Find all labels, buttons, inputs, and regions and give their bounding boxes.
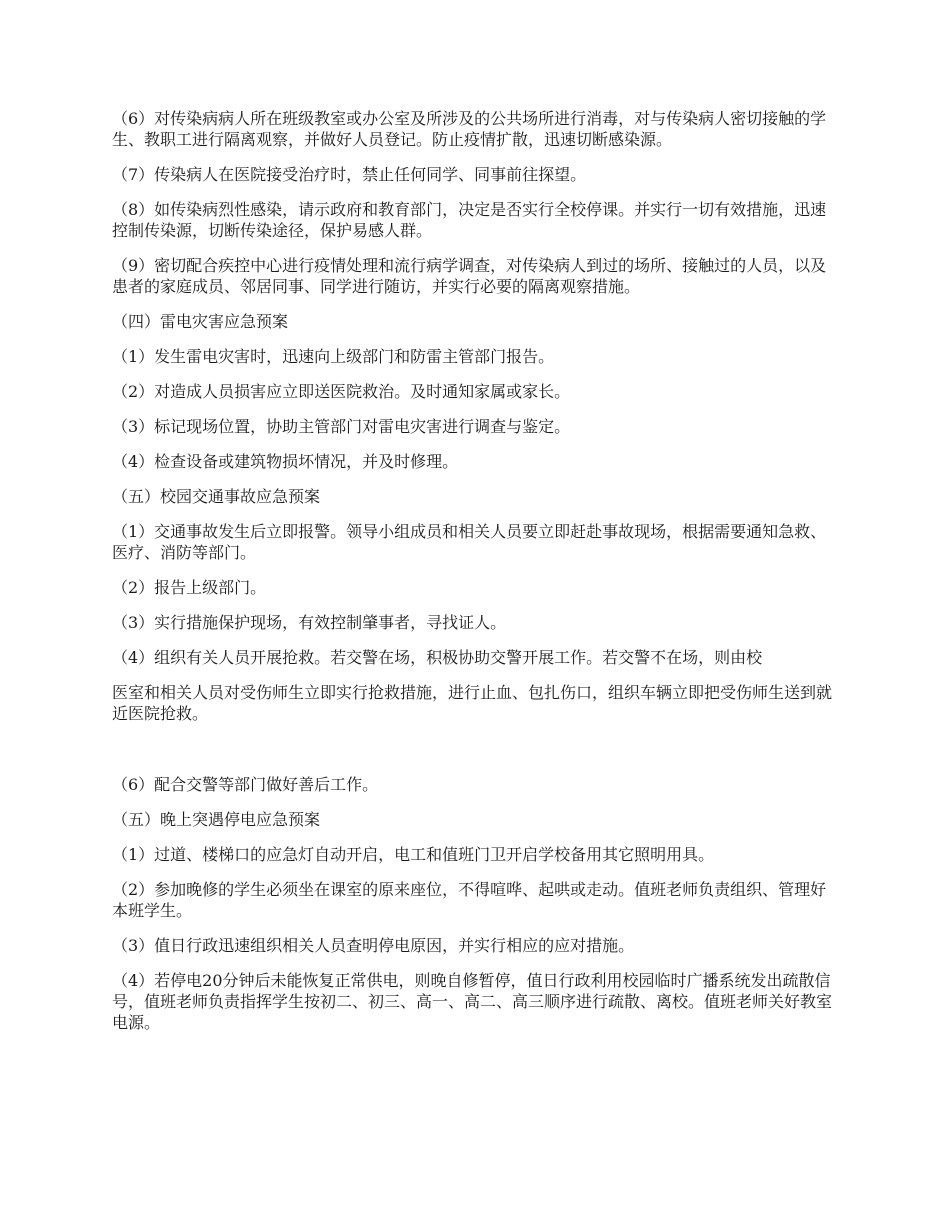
paragraph-infectious-8: （8）如传染病烈性感染，请示政府和教育部门，决定是否实行全校停课。并实行一切有效措施，迅速控制传染源，切断传染途径，保护易感人群。 xyxy=(112,200,827,240)
paragraph-traffic-6: （6）配合交警等部门做好善后工作。 xyxy=(112,775,379,794)
paragraph-outage-1: （1）过道、楼梯口的应急灯自动开启，电工和值班门卫开启学校备用其它照明用具。 xyxy=(112,845,715,864)
paragraph-lightning-1: （1）发生雷电灾害时，迅速向上级部门和防雷主管部门报告。 xyxy=(112,347,555,366)
paragraph-infectious-6: （6）对传染病病人所在班级教室或办公室及所涉及的公共场所进行消毒，对与传染病人密切接触的学生、教职工进行隔离观察，并做好人员登记。防止疫情扩散，迅速切断感染源。 xyxy=(112,109,827,149)
paragraph-traffic-4-continued: 医室和相关人员对受伤师生立即实行抢救措施，进行止血、包扎伤口，组织车辆立即把受伤师生送到就近医院抢救。 xyxy=(112,683,833,723)
paragraph-infectious-9: （9）密切配合疾控中心进行疫情处理和流行病学调查，对传染病人到过的场所、接触过的人员，以及患者的家庭成员、邻居同事、同学进行随访，并实行必要的隔离观察措施。 xyxy=(112,256,827,296)
paragraph-traffic-2: （2）报告上级部门。 xyxy=(112,578,267,597)
section-heading-power-outage: （五）晚上突遇停电应急预案 xyxy=(112,810,321,829)
paragraph-lightning-2: （2）对造成人员损害应立即送医院救治。及时通知家属或家长。 xyxy=(112,382,571,401)
paragraph-traffic-1: （1）交通事故发生后立即报警。领导小组成员和相关人员要立即赶赴事故现场，根据需要通知急救、医疗、消防等部门。 xyxy=(112,522,827,562)
section-heading-traffic: （五）校园交通事故应急预案 xyxy=(112,487,321,506)
paragraph-outage-4: （4）若停电20分钟后未能恢复正常供电，则晚自修暂停，值日行政利用校园临时广播系统发出疏散信号，值班老师负责指挥学生按初二、初三、高一、高二、高三顺序进行疏散、离校。值班老师关好教室电源。 xyxy=(112,971,833,1032)
paragraph-lightning-3: （3）标记现场位置，协助主管部门对雷电灾害进行调查与鉴定。 xyxy=(112,417,571,436)
paragraph-traffic-3: （3）实行措施保护现场，有效控制肇事者，寻找证人。 xyxy=(112,613,507,632)
paragraph-infectious-7: （7）传染病人在医院接受治疗时，禁止任何同学、同事前往探望。 xyxy=(112,165,587,184)
paragraph-outage-3: （3）值日行政迅速组织相关人员查明停电原因，并实行相应的应对措施。 xyxy=(112,936,635,955)
paragraph-traffic-4: （4）组织有关人员开展抢救。若交警在场，积极协助交警开展工作。若交警不在场，则由校 xyxy=(112,648,763,667)
document-page xyxy=(112,108,842,1047)
paragraph-outage-2: （2）参加晚修的学生必须坐在课室的原来座位，不得喧哗、起哄或走动。值班老师负责组织、管理好本班学生。 xyxy=(112,880,827,920)
section-heading-lightning: （四）雷电灾害应急预案 xyxy=(112,312,289,331)
paragraph-lightning-4: （4）检查设备或建筑物损坏情况，并及时修理。 xyxy=(112,452,459,471)
